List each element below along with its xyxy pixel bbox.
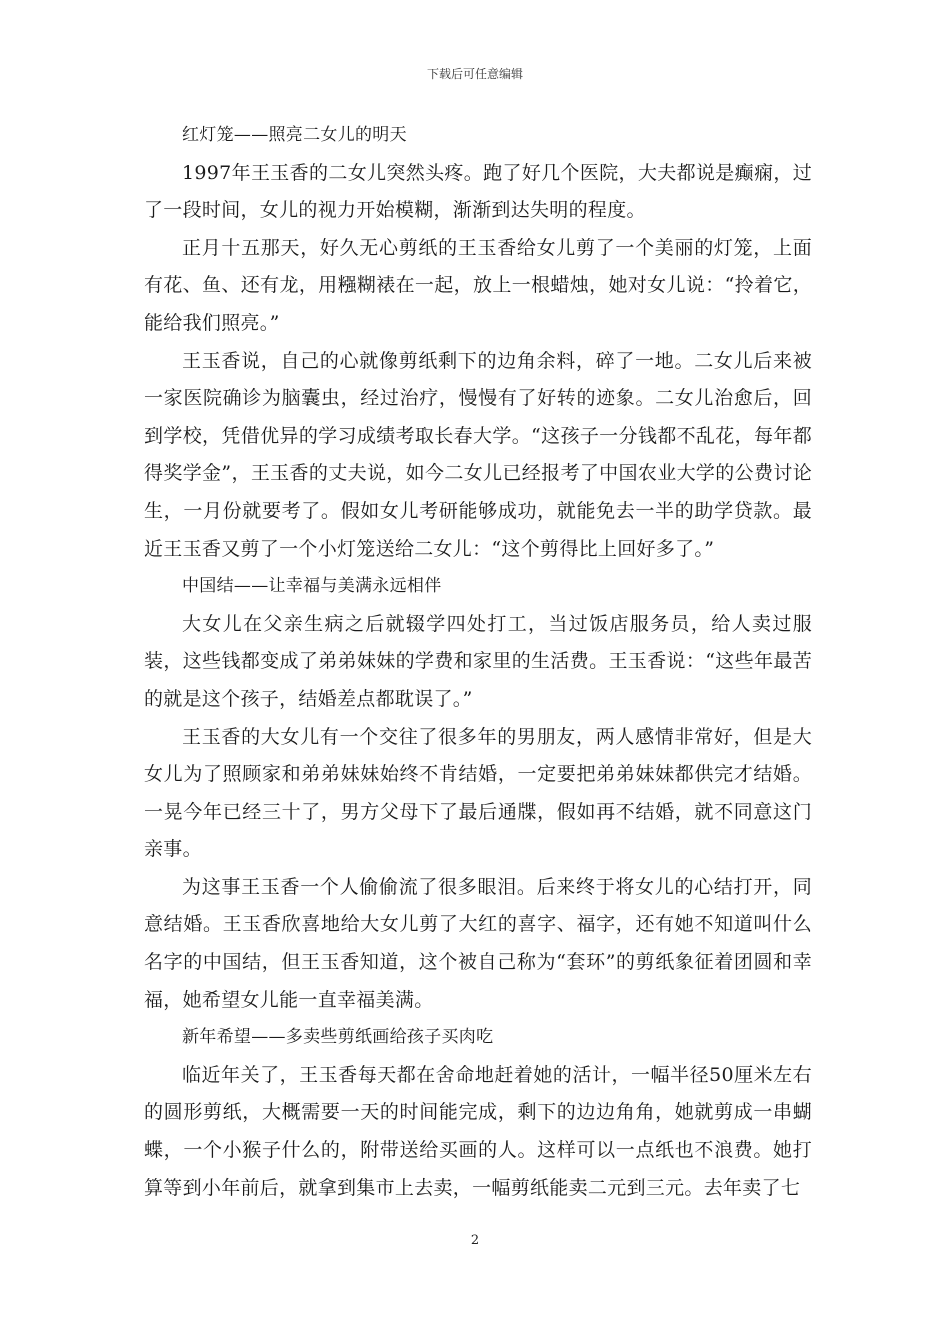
- paragraph: 临近年关了，王玉香每天都在舍命地赶着她的活计，一幅半径50厘米左右的圆形剪纸，大概需要一天的时间能完成，剩下的边边角角，她就剪成一串蝴蝶，一个小猴子什么的，附带送给买画的人。这样可以一点纸也不浪费。她打算等到小年前后，就拿到集市上去卖，一幅剪纸能卖二元到三元。去年卖了七: [144, 1063, 812, 1199]
- paragraph: 为这事王玉香一个人偷偷流了很多眼泪。后来终于将女儿的心结打开，同意结婚。王玉香欣喜地给大女儿剪了大红的喜字、福字，还有她不知道叫什么名字的中国结，但王玉香知道，这个被自己称为“套环”的剪纸象征着团圆和幸福，她希望女儿能一直幸福美满。: [144, 875, 812, 1011]
- paragraph: 1997年王玉香的二女儿突然头疼。跑了好几个医院，大夫都说是癫痫，过了一段时间，女儿的视力开始模糊，渐渐到达失明的程度。: [144, 161, 812, 222]
- paragraph: 正月十五那天，好久无心剪纸的王玉香给女儿剪了一个美丽的灯笼，上面有花、鱼、还有龙，用糨糊裱在一起，放上一根蜡烛，她对女儿说：“拎着它，能给我们照亮。”: [144, 236, 812, 334]
- page-header: 下载后可任意编辑: [426, 67, 523, 81]
- paragraph: 王玉香说，自己的心就像剪纸剩下的边角余料，碎了一地。二女儿后来被一家医院确诊为脑囊虫，经过治疗，慢慢有了好转的迹象。二女儿治愈后，回到学校，凭借优异的学习成绩考取长春大学。“这孩子一分钱都不乱花，每年都得奖学金”，王玉香的丈夫说，如今二女儿已经报考了中国农业大学的公费讨论生，一月份就要考了。假如女儿考研能够成功，就能免去一半的助学贷款。最近王玉香又剪了一个小灯笼送给二女儿：“这个剪得比上回好多了。”: [144, 349, 812, 560]
- section-heading-lantern: 红灯笼——照亮二女儿的明天: [182, 125, 407, 145]
- paragraph: 大女儿在父亲生病之后就辍学四处打工，当过饭店服务员，给人卖过服装，这些钱都变成了弟弟妹妹的学费和家里的生活费。王玉香说：“这些年最苦的就是这个孩子，结婚差点都耽误了。”: [144, 612, 812, 710]
- paragraph: 王玉香的大女儿有一个交往了很多年的男朋友，两人感情非常好，但是大女儿为了照顾家和弟弟妹妹始终不肯结婚，一定要把弟弟妹妹都供完才结婚。一晃今年已经三十了，男方父母下了最后通牒，假如再不结婚，就不同意这门亲事。: [144, 725, 812, 861]
- document-body: [144, 117, 812, 1207]
- page-number: 2: [470, 1233, 480, 1248]
- section-heading-new-year-hope: 新年希望——多卖些剪纸画给孩子买肉吃: [182, 1027, 494, 1048]
- section-heading-chinese-knot: 中国结——让幸福与美满永远相伴: [182, 576, 442, 597]
